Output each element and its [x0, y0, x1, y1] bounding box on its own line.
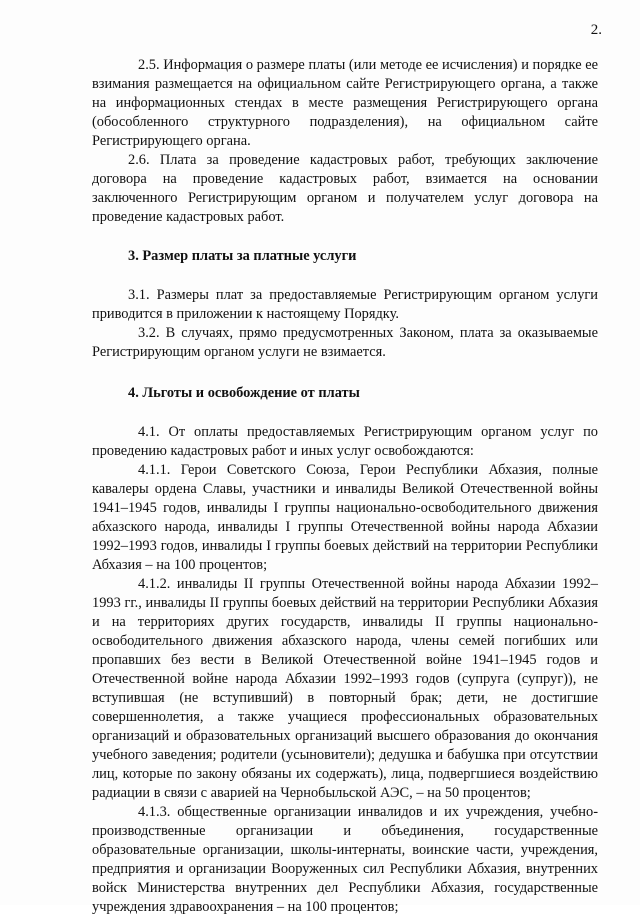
page-number: 2.: [590, 22, 602, 38]
document-body: [92, 56, 598, 917]
paragraph-4-1-2: 4.1.2. инвалиды II группы Отечественной войны народа Абхазии 1992–1993 гг., инвалиды II группы боевых действий на территории Республики Абхазия и на территориях других государств, инвалиды II группы национально-освободительного движения абхазского народа, члены семей погибших или пропавших без вести в Великой Отечественной войне 1941–1945 годов и Отечественной войне народа Абхазии 1992–1993 годов (супруга (супруг)), не вступившая (не вступивший) в повторный брак; дети, не достигшие совершеннолетия, а также учащиеся профессиональных образовательных организаций и образовательных организаций высшего образования до окончания учебного заведения; родители (усыновители); дедушка и бабушка при отсутствии лиц, которые по закону обязаны их содержать), лица, подвергшиеся воздействию радиации в связи с аварией на Чернобыльской АЭС, – на 50 процентов;: [92, 576, 598, 801]
paragraph-4-1: 4.1. От оплаты предоставляемых Регистрирующим органом услуг по проведению кадастровых работ и иных услуг освобождаются:: [92, 424, 598, 459]
section-3-heading: 3. Размер платы за платные услуги: [128, 248, 357, 264]
paragraph-3-1: 3.1. Размеры плат за предоставляемые Регистрирующим органом услуги приводится в приложении к настоящему Порядку.: [92, 287, 598, 322]
paragraph-4-1-3: 4.1.3. общественные организации инвалидов и их учреждения, учебно-производственные организации и объединения, государственные образовательные организации, школы-интернаты, воинские части, учреждения, предприятия и организации Вооруженных сил Республики Абхазия, внутренних войск Министерства внутренних дел Республики Абхазия, государственные учреждения здравоохранения – на 100 процентов;: [92, 804, 598, 915]
paragraph-2-6: 2.6. Плата за проведение кадастровых работ, требующих заключение договора на проведение кадастровых работ, взимается на основании заключенного Регистрирующим органом и получателем услуг договора на проведение кадастровых работ.: [92, 152, 598, 225]
section-4-heading: 4. Льготы и освобождение от платы: [128, 385, 360, 401]
paragraph-2-5: 2.5. Информация о размере платы (или методе ее исчисления) и порядке ее взимания размещается на официальном сайте Регистрирующего органа, а также на информационных стендах в месте размещения Регистрирующего органа (обособленного структурного подразделения), на официальном сайте Регистрирующего органа.: [92, 57, 598, 149]
paragraph-4-1-1: 4.1.1. Герои Советского Союза, Герои Республики Абхазия, полные кавалеры ордена Славы, участники и инвалиды Великой Отечественной войны 1941–1945 годов, инвалиды I группы национально-освободительного движения абхазского народа, инвалиды I группы Отечественной войны народа Абхазии 1992–1993 годов, инвалиды I группы боевых действий на территории Республики Абхазия – на 100 процентов;: [92, 462, 598, 573]
paragraph-3-2: 3.2. В случаях, прямо предусмотренных Законом, плата за оказываемые Регистрирующим органом услуги не взимается.: [92, 325, 598, 360]
